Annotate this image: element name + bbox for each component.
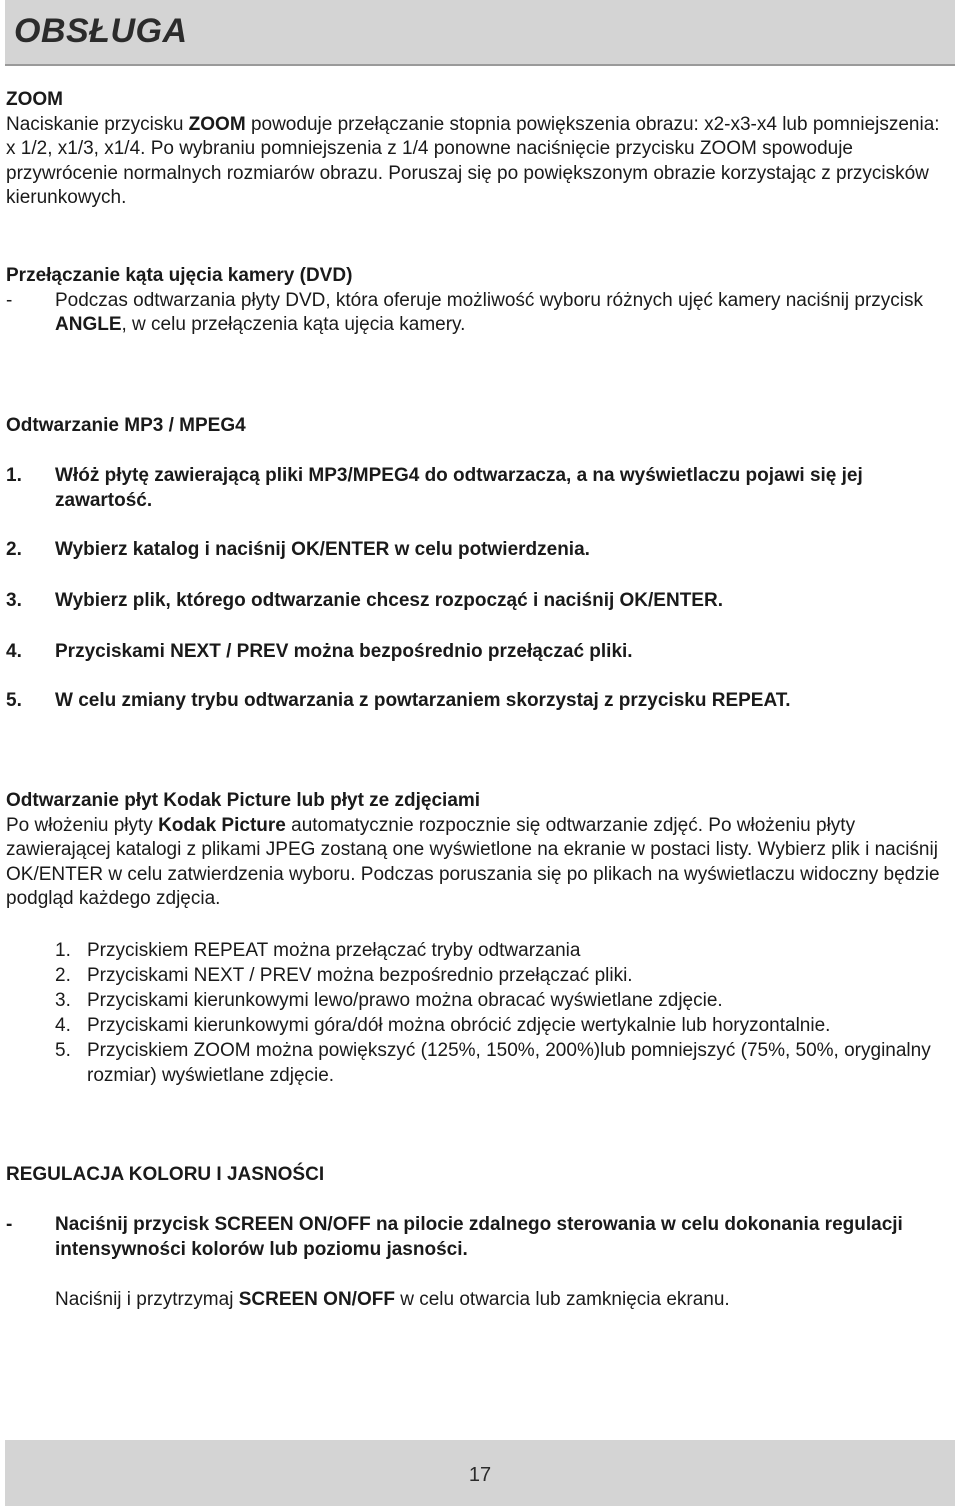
color-text-bold: SCREEN ON/OFF	[238, 1289, 395, 1310]
kodak-text-bold: Kodak Picture	[158, 814, 286, 836]
angle-text-b: , w celu przełączenia kąta ujęcia kamery.	[121, 314, 466, 335]
angle-section	[6, 264, 951, 338]
kodak-paragraph	[6, 814, 951, 912]
mp3-item-5	[6, 689, 951, 714]
mp3-item-text: Przyciskami NEXT / PREV można bezpośrednio przełączać pliki.	[55, 641, 633, 662]
list-item-text: Przyciskami NEXT / PREV można bezpośrednio przełączać pliki.	[87, 965, 633, 986]
list-item	[55, 938, 935, 963]
list-item	[55, 1038, 935, 1088]
zoom-text-a: Naciskanie przycisku	[6, 113, 189, 135]
angle-item	[6, 289, 951, 338]
mp3-item-num: 1.	[6, 465, 22, 486]
mp3-section	[6, 414, 951, 439]
list-item-text: Przyciskami kierunkowymi góra/dół można obrócić zdjęcie wertykalnie lub horyzontalnie.	[87, 1015, 831, 1036]
color-text-b: w celu otwarcia lub zamknięcia ekranu.	[394, 1289, 730, 1310]
mp3-item-num: 4.	[6, 641, 22, 662]
header-divider	[5, 64, 955, 66]
color-text-a: Naciśnij i przytrzymaj	[55, 1289, 239, 1310]
zoom-section	[6, 88, 951, 211]
mp3-item-text: Wybierz plik, którego odtwarzanie chcesz rozpocząć i naciśnij OK/ENTER.	[55, 590, 723, 611]
color-dash: -	[6, 1214, 13, 1235]
mp3-item-2	[6, 538, 951, 563]
angle-dash: -	[6, 289, 13, 311]
zoom-paragraph	[6, 113, 951, 211]
mp3-item-text: Wybierz katalog i naciśnij OK/ENTER w celu potwierdzenia.	[55, 539, 590, 560]
header-bar	[5, 0, 955, 64]
angle-text-a: Podczas odtwarzania płyty DVD, która oferuje możliwość wyboru różnych ujęć kamery naciśnij przycisk	[55, 289, 923, 311]
mp3-item-num: 3.	[6, 590, 22, 611]
list-item	[55, 1013, 935, 1038]
zoom-heading: ZOOM	[6, 89, 63, 110]
list-item	[55, 963, 935, 988]
list-item-num: 4.	[55, 1015, 71, 1036]
mp3-item-num: 5.	[6, 690, 22, 711]
mp3-item-1	[6, 464, 951, 513]
zoom-text-bold: ZOOM	[188, 113, 246, 135]
color-heading: REGULACJA KOLORU I JASNOŚCI	[6, 1164, 325, 1185]
kodak-section	[6, 789, 951, 912]
mp3-item-num: 2.	[6, 539, 22, 560]
kodak-text-a: Po włożeniu płyty	[6, 814, 159, 836]
footer-bar	[5, 1440, 955, 1506]
mp3-item-3	[6, 589, 951, 614]
list-item-text: Przyciskiem ZOOM można powiększyć (125%, 150%, 200%)lub pomniejszyć (75%, 50%, oryginalny rozmiar) wyświetlane zdjęcie.	[87, 1040, 931, 1086]
list-item-num: 2.	[55, 965, 71, 986]
page-title: OBSŁUGA	[14, 12, 188, 50]
angle-heading: Przełączanie kąta ujęcia kamery (DVD)	[6, 265, 353, 286]
zoom-text-b: powoduje przełączanie stopnia powiększenia obrazu: x2-x3-x4 lub pomniejszenia: x 1/2, x1/3, x1/4. Po wybraniu pomniejszenia z 1/4 ponowne naciśnięcie przycisku ZOOM spowoduje przywrócenie normalnych rozmiarów obrazu. Poruszaj się po powiększonym obrazie korzystając z przycisków kierunkowych.	[6, 113, 940, 208]
list-item-num: 1.	[55, 940, 71, 961]
mp3-heading: Odtwarzanie MP3 / MPEG4	[6, 415, 246, 436]
color-paragraph	[55, 1288, 945, 1313]
mp3-item-4	[6, 640, 951, 665]
color-item	[6, 1213, 951, 1262]
list-item-num: 5.	[55, 1040, 71, 1061]
page-number: 17	[468, 1464, 492, 1486]
angle-text	[55, 289, 951, 338]
kodak-text-b: automatycznie rozpocznie się odtwarzanie zdjęć. Po włożeniu płyty zawierającej katalogi z plikami JPEG zostaną one wyświetlone na ekranie w postaci listy. Wybierz plik i naciśnij OK/ENTER w celu zatwierdzenia wyboru. Podczas poruszania się po plikach na wyświetlaczu widoczny będzie podgląd każdego zdjęcia.	[6, 814, 940, 909]
list-item-text: Przyciskiem REPEAT można przełączać tryby odtwarzania	[87, 940, 581, 961]
mp3-item-text: Włóż płytę zawierającą pliki MP3/MPEG4 do odtwarzacza, a na wyświetlaczu pojawi się jej zawartość.	[55, 465, 863, 511]
list-item-num: 3.	[55, 990, 71, 1011]
list-item	[55, 988, 935, 1013]
angle-text-bold: ANGLE	[55, 314, 122, 335]
kodak-heading: Odtwarzanie płyt Kodak Picture lub płyt ze zdjęciami	[6, 790, 481, 811]
mp3-item-text: W celu zmiany trybu odtwarzania z powtarzaniem skorzystaj z przycisku REPEAT.	[55, 690, 791, 711]
kodak-list	[55, 938, 935, 1088]
list-item-text: Przyciskami kierunkowymi lewo/prawo można obracać wyświetlane zdjęcie.	[87, 990, 723, 1011]
color-bold-text: Naciśnij przycisk SCREEN ON/OFF na pilocie zdalnego sterowania w celu dokonania regulacji intensywności kolorów lub poziomu jasności.	[55, 1214, 903, 1260]
color-section	[6, 1163, 951, 1188]
